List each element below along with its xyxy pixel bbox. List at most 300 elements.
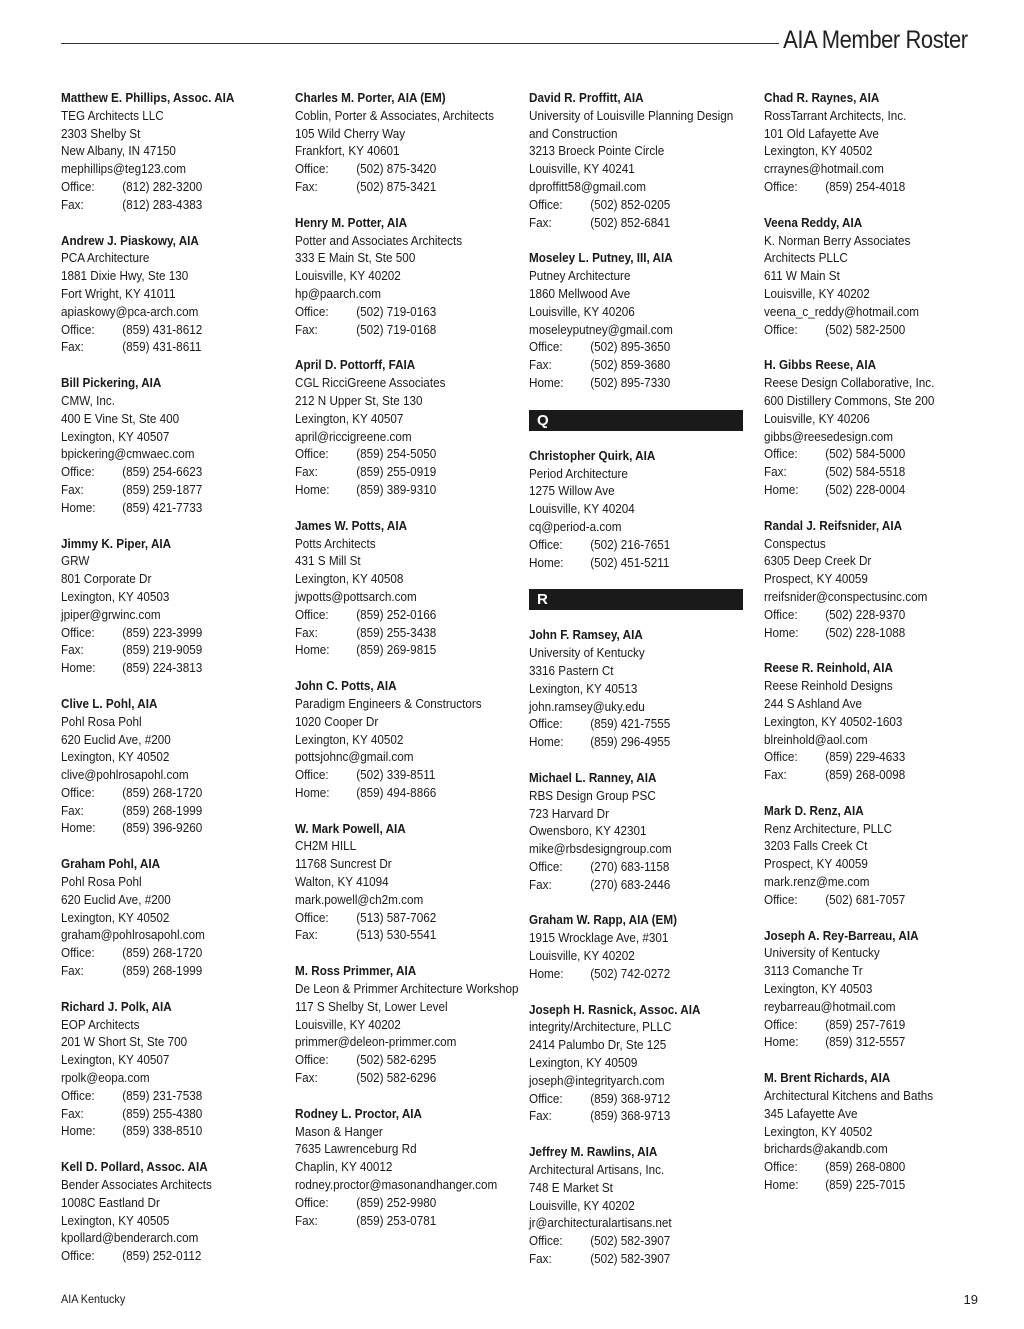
member-detail-line: De Leon & Primmer Architecture Workshop xyxy=(295,981,519,997)
phone-number: (859) 254-4018 xyxy=(825,178,906,194)
member-detail-line: Renz Architecture, PLLC xyxy=(764,820,893,836)
member-detail-line: 3316 Pastern Ct xyxy=(529,662,614,678)
member-detail-line: Louisville, KY 40204 xyxy=(529,501,635,517)
member-detail-line: 2303 Shelby St xyxy=(61,125,141,141)
member-entry xyxy=(529,911,751,982)
phone-number: (859) 252-9980 xyxy=(356,1194,437,1210)
member-phone-row xyxy=(61,463,282,481)
member-detail-line: Lexington, KY 40502 xyxy=(295,731,404,747)
member-detail-line: and Construction xyxy=(529,125,618,141)
member-detail-line: University of Louisville Planning Design xyxy=(529,107,734,123)
member-entry xyxy=(764,927,986,1052)
phone-label: Office: xyxy=(61,784,95,800)
phone-label: Fax: xyxy=(295,624,318,640)
phone-label: Office: xyxy=(61,321,95,337)
member-detail-line: 105 Wild Cherry Way xyxy=(295,125,406,141)
member-name: David R. Proffitt, AIA xyxy=(529,90,644,105)
member-detail-line: Reese Reinhold Designs xyxy=(764,678,893,694)
member-email: rpolk@eopa.com xyxy=(61,1070,150,1086)
member-name: M. Ross Primmer, AIA xyxy=(295,963,417,979)
phone-label: Fax: xyxy=(61,1105,84,1121)
phone-number: (859) 231-7538 xyxy=(122,1087,203,1103)
member-detail-line: 1860 Mellwood Ave xyxy=(529,285,631,301)
page-number: 19 xyxy=(963,1292,978,1307)
member-phone-row xyxy=(61,1122,282,1140)
member-entry xyxy=(764,1069,986,1194)
member-name: Matthew E. Phillips, Assoc. AIA xyxy=(61,90,235,105)
member-detail-line: 1275 Willow Ave xyxy=(529,483,615,499)
member-detail-line: RBS Design Group PSC xyxy=(529,787,656,803)
roster-column-1 xyxy=(61,89,283,1283)
member-name: John C. Potts, AIA xyxy=(295,678,397,694)
member-phone-row xyxy=(529,858,750,876)
phone-label: Office: xyxy=(61,945,95,961)
phone-number: (859) 253-0781 xyxy=(356,1212,437,1228)
phone-number: (859) 421-7555 xyxy=(590,716,671,732)
phone-number: (502) 875-3420 xyxy=(356,161,437,177)
member-detail-line: Prospect, KY 40059 xyxy=(764,571,868,587)
phone-label: Office: xyxy=(764,891,798,907)
phone-number: (502) 719-0163 xyxy=(356,303,437,319)
member-name: Rodney L. Proctor, AIA xyxy=(295,1105,422,1121)
member-detail-line: 400 E Vine St, Ste 400 xyxy=(61,410,180,426)
member-phone-row xyxy=(529,356,750,374)
member-name: Randal J. Reifsnider, AIA xyxy=(764,517,903,533)
member-phone-row xyxy=(764,1033,985,1051)
member-phone-row xyxy=(295,303,516,321)
phone-label: Home: xyxy=(764,624,799,640)
member-name: Richard J. Polk, AIA xyxy=(61,998,172,1014)
member-detail-line: Paradigm Engineers & Constructors xyxy=(295,695,482,711)
member-email: hp@paarch.com xyxy=(295,285,382,301)
phone-label: Office: xyxy=(295,909,329,925)
member-entry xyxy=(529,447,751,572)
phone-number: (502) 216-7651 xyxy=(590,536,671,552)
member-detail-line: Lexington, KY 40502 xyxy=(764,143,873,159)
member-name: Christopher Quirk, AIA xyxy=(529,447,656,463)
member-detail-line: CH2M HILL xyxy=(295,838,357,854)
member-detail-line: Putney Architecture xyxy=(529,268,631,284)
phone-label: Office: xyxy=(764,1159,798,1175)
phone-number: (859) 255-0919 xyxy=(356,464,437,480)
member-detail-line: Walton, KY 41094 xyxy=(295,874,389,890)
member-detail-line: Architectural Artisans, Inc. xyxy=(529,1162,665,1178)
phone-number: (859) 312-5557 xyxy=(825,1034,906,1050)
member-name: James W. Potts, AIA xyxy=(295,517,408,533)
member-email: cq@period-a.com xyxy=(529,518,622,534)
member-entry xyxy=(61,998,283,1140)
member-detail-line: 6305 Deep Creek Dr xyxy=(764,553,872,569)
member-entry xyxy=(61,1158,283,1265)
member-detail-line: 1008C Eastland Dr xyxy=(61,1194,160,1210)
member-detail-line: Lexington, KY 40502 xyxy=(61,909,170,925)
phone-label: Fax: xyxy=(529,214,552,230)
member-detail-line: Louisville, KY 40202 xyxy=(295,1016,401,1032)
member-name: John F. Ramsey, AIA xyxy=(529,627,643,643)
member-entry xyxy=(529,769,751,894)
member-phone-row xyxy=(529,733,750,751)
member-name: Graham Pohl, AIA xyxy=(61,856,161,872)
phone-number: (859) 421-7733 xyxy=(122,499,203,515)
member-phone-row xyxy=(295,624,516,642)
footer-publication: AIA Kentucky xyxy=(61,1292,126,1306)
member-phone-row xyxy=(61,1087,282,1105)
phone-label: Fax: xyxy=(61,481,84,497)
member-phone-row xyxy=(61,338,282,356)
member-email: mark.renz@me.com xyxy=(764,874,870,890)
phone-label: Home: xyxy=(295,784,330,800)
member-phone-row xyxy=(764,445,985,463)
phone-number: (859) 255-4380 xyxy=(122,1105,203,1121)
member-phone-row xyxy=(529,554,750,572)
roster-column-2 xyxy=(295,89,517,1247)
member-name: Reese R. Reinhold, AIA xyxy=(764,660,893,676)
phone-number: (502) 582-3907 xyxy=(590,1233,671,1249)
phone-label: Office: xyxy=(61,1248,95,1264)
phone-label: Fax: xyxy=(61,196,84,212)
member-entry xyxy=(295,1105,517,1230)
member-phone-row xyxy=(529,1232,750,1250)
phone-number: (502) 582-3907 xyxy=(590,1251,671,1267)
phone-number: (859) 268-1720 xyxy=(122,784,203,800)
phone-label: Office: xyxy=(61,464,95,480)
member-email: clive@pohlrosapohl.com xyxy=(61,767,189,783)
member-detail-line: Potter and Associates Architects xyxy=(295,232,463,248)
member-phone-row xyxy=(295,463,516,481)
member-detail-line: Chaplin, KY 40012 xyxy=(295,1159,393,1175)
phone-label: Office: xyxy=(529,339,563,355)
member-detail-line: Lexington, KY 40503 xyxy=(61,588,170,604)
member-entry xyxy=(764,802,986,909)
member-entry xyxy=(529,626,751,751)
member-phone-row xyxy=(764,321,985,339)
member-phone-row xyxy=(295,909,516,927)
phone-number: (513) 530-5541 xyxy=(356,927,437,943)
member-name: Kell D. Pollard, Assoc. AIA xyxy=(61,1159,208,1175)
member-detail-line: New Albany, IN 47150 xyxy=(61,143,176,159)
member-detail-line: 7635 Lawrenceburg Rd xyxy=(295,1141,417,1157)
member-phone-row xyxy=(529,715,750,733)
phone-number: (859) 254-5050 xyxy=(356,446,437,462)
phone-number: (502) 852-6841 xyxy=(590,214,671,230)
member-phone-row xyxy=(61,321,282,339)
phone-label: Fax: xyxy=(61,642,84,658)
phone-number: (859) 268-0098 xyxy=(825,767,906,783)
member-entry xyxy=(61,89,283,214)
phone-number: (502) 582-2500 xyxy=(825,321,906,337)
member-detail-line: 748 E Market St xyxy=(529,1179,613,1195)
member-detail-line: Bender Associates Architects xyxy=(61,1177,212,1193)
member-name: Andrew J. Piaskowy, AIA xyxy=(61,232,199,248)
phone-number: (502) 584-5518 xyxy=(825,464,906,480)
phone-label: Home: xyxy=(61,499,96,515)
member-detail-line: 3113 Comanche Tr xyxy=(764,963,863,979)
member-phone-row xyxy=(295,1194,516,1212)
phone-label: Fax: xyxy=(295,464,318,480)
member-detail-line: 3203 Falls Creek Ct xyxy=(764,838,868,854)
phone-label: Home: xyxy=(61,1123,96,1139)
member-entry xyxy=(529,249,751,391)
member-phone-row xyxy=(61,499,282,517)
phone-label: Home: xyxy=(764,481,799,497)
member-entry xyxy=(61,232,283,357)
member-detail-line: CMW, Inc. xyxy=(61,392,115,408)
phone-label: Office: xyxy=(529,1090,563,1106)
member-phone-row xyxy=(295,1212,516,1230)
phone-number: (502) 228-9370 xyxy=(825,606,906,622)
member-phone-row xyxy=(295,1051,516,1069)
member-phone-row xyxy=(61,624,282,642)
member-detail-line: 117 S Shelby St, Lower Level xyxy=(295,998,448,1014)
phone-label: Office: xyxy=(764,321,798,337)
member-email: reybarreau@hotmail.com xyxy=(764,998,896,1014)
member-detail-line: Period Architecture xyxy=(529,465,628,481)
member-name: Mark D. Renz, AIA xyxy=(764,802,864,818)
member-entry xyxy=(764,214,986,339)
phone-label: Fax: xyxy=(61,339,84,355)
member-phone-row xyxy=(764,1016,985,1034)
member-phone-row xyxy=(295,178,516,196)
phone-number: (859) 431-8611 xyxy=(122,339,202,355)
member-detail-line: 801 Corporate Dr xyxy=(61,571,152,587)
page-title: AIA Member Roster xyxy=(783,26,968,54)
phone-number: (270) 683-2446 xyxy=(590,876,671,892)
phone-number: (502) 228-0004 xyxy=(825,481,906,497)
member-entry xyxy=(764,659,986,784)
member-entry xyxy=(61,855,283,980)
member-detail-line: Conspectus xyxy=(764,535,826,551)
member-detail-line: 244 S Ashland Ave xyxy=(764,695,863,711)
phone-number: (859) 252-0112 xyxy=(122,1248,202,1264)
member-phone-row xyxy=(295,641,516,659)
phone-number: (502) 742-0272 xyxy=(590,965,671,981)
phone-number: (859) 257-7619 xyxy=(825,1016,906,1032)
member-entry xyxy=(764,89,986,196)
member-detail-line: integrity/Architecture, PLLC xyxy=(529,1019,672,1035)
phone-label: Office: xyxy=(295,1052,329,1068)
member-email: rodney.proctor@masonandhanger.com xyxy=(295,1177,498,1193)
member-phone-row xyxy=(61,944,282,962)
phone-label: Office: xyxy=(61,1087,95,1103)
member-detail-line: Lexington, KY 40503 xyxy=(764,981,873,997)
member-email: jwpotts@pottsarch.com xyxy=(295,588,417,604)
roster-column-4 xyxy=(764,89,986,1212)
member-name: Moseley L. Putney, III, AIA xyxy=(529,250,673,266)
member-phone-row xyxy=(61,178,282,196)
phone-number: (859) 224-3813 xyxy=(122,660,203,676)
phone-label: Home: xyxy=(61,660,96,676)
member-phone-row xyxy=(529,1090,750,1108)
member-name: Chad R. Raynes, AIA xyxy=(764,90,880,105)
phone-number: (502) 339-8511 xyxy=(356,767,436,783)
member-detail-line: 212 N Upper St, Ste 130 xyxy=(295,392,423,408)
roster-column-3 xyxy=(529,89,751,1286)
member-email: primmer@deleon-primmer.com xyxy=(295,1034,457,1050)
phone-label: Fax: xyxy=(764,767,787,783)
phone-number: (502) 875-3421 xyxy=(356,178,437,194)
member-detail-line: Lexington, KY 40502 xyxy=(61,749,170,765)
phone-label: Office: xyxy=(295,767,329,783)
member-name: Jeffrey M. Rawlins, AIA xyxy=(529,1144,658,1160)
phone-number: (502) 852-0205 xyxy=(590,196,671,212)
phone-label: Office: xyxy=(764,1016,798,1032)
phone-number: (812) 283-4383 xyxy=(122,196,203,212)
member-phone-row xyxy=(529,536,750,554)
phone-label: Office: xyxy=(61,178,95,194)
phone-number: (859) 368-9713 xyxy=(590,1108,671,1124)
phone-number: (502) 582-6296 xyxy=(356,1070,437,1086)
member-phone-row xyxy=(529,214,750,232)
member-detail-line: Lexington, KY 40513 xyxy=(529,680,638,696)
member-phone-row xyxy=(295,606,516,624)
member-detail-line: TEG Architects LLC xyxy=(61,107,164,123)
member-phone-row xyxy=(764,481,985,499)
member-phone-row xyxy=(295,1069,516,1087)
phone-label: Fax: xyxy=(529,876,552,892)
phone-label: Home: xyxy=(764,1034,799,1050)
member-email: graham@pohlrosapohl.com xyxy=(61,927,205,943)
member-detail-line: 333 E Main St, Ste 500 xyxy=(295,250,416,266)
phone-number: (859) 219-9059 xyxy=(122,642,203,658)
phone-label: Home: xyxy=(529,734,564,750)
member-detail-line: Architects PLLC xyxy=(764,250,848,266)
phone-label: Office: xyxy=(764,446,798,462)
phone-label: Home: xyxy=(764,1177,799,1193)
member-detail-line: 431 S Mill St xyxy=(295,553,361,569)
phone-number: (859) 338-8510 xyxy=(122,1123,203,1139)
member-detail-line: Prospect, KY 40059 xyxy=(764,856,868,872)
member-email: joseph@integrityarch.com xyxy=(529,1072,665,1088)
phone-label: Fax: xyxy=(529,357,552,373)
phone-label: Office: xyxy=(295,1194,329,1210)
member-phone-row xyxy=(61,1105,282,1123)
member-phone-row xyxy=(764,606,985,624)
member-name: Henry M. Potter, AIA xyxy=(295,214,408,230)
phone-number: (859) 268-1999 xyxy=(122,802,203,818)
phone-label: Home: xyxy=(529,374,564,390)
member-detail-line: GRW xyxy=(61,553,90,569)
member-detail-line: 345 Lafayette Ave xyxy=(764,1105,858,1121)
phone-label: Fax: xyxy=(295,927,318,943)
phone-number: (859) 268-0800 xyxy=(825,1159,906,1175)
member-detail-line: Architectural Kitchens and Baths xyxy=(764,1088,934,1104)
member-email: pottsjohnc@gmail.com xyxy=(295,749,414,765)
member-phone-row xyxy=(61,1247,282,1265)
member-phone-row xyxy=(61,641,282,659)
member-detail-line: RossTarrant Architects, Inc. xyxy=(764,107,907,123)
member-phone-row xyxy=(295,766,516,784)
phone-label: Office: xyxy=(764,178,798,194)
phone-label: Office: xyxy=(295,446,329,462)
member-detail-line: 1020 Cooper Dr xyxy=(295,713,379,729)
phone-label: Home: xyxy=(295,481,330,497)
phone-label: Fax: xyxy=(295,178,318,194)
phone-label: Office: xyxy=(529,196,563,212)
phone-label: Home: xyxy=(529,554,564,570)
member-detail-line: Louisville, KY 40202 xyxy=(529,1197,635,1213)
member-detail-line: Pohl Rosa Pohl xyxy=(61,874,142,890)
member-detail-line: 11768 Suncrest Dr xyxy=(295,856,392,872)
member-phone-row xyxy=(295,321,516,339)
phone-label: Office: xyxy=(295,161,329,177)
member-detail-line: 201 W Short St, Ste 700 xyxy=(61,1034,188,1050)
member-entry xyxy=(529,1143,751,1268)
member-entry xyxy=(295,356,517,498)
member-entry xyxy=(529,1001,751,1126)
phone-number: (859) 396-9260 xyxy=(122,820,203,836)
header-rule xyxy=(61,43,779,44)
member-phone-row xyxy=(61,819,282,837)
phone-number: (859) 259-1877 xyxy=(122,481,203,497)
phone-label: Fax: xyxy=(529,1108,552,1124)
phone-number: (502) 584-5000 xyxy=(825,446,906,462)
member-name: M. Brent Richards, AIA xyxy=(764,1070,891,1086)
member-name: Veena Reddy, AIA xyxy=(764,214,863,230)
member-detail-line: Lexington, KY 40502 xyxy=(764,1123,873,1139)
phone-label: Fax: xyxy=(295,1070,318,1086)
member-detail-line: Coblin, Porter & Associates, Architects xyxy=(295,107,494,123)
phone-number: (502) 895-3650 xyxy=(590,339,671,355)
member-phone-row xyxy=(764,463,985,481)
member-detail-line: 600 Distillery Commons, Ste 200 xyxy=(764,392,935,408)
member-detail-line: Lexington, KY 40507 xyxy=(295,410,404,426)
member-detail-line: Owensboro, KY 42301 xyxy=(529,823,647,839)
member-detail-line: Lexington, KY 40507 xyxy=(61,428,170,444)
member-detail-line: Pohl Rosa Pohl xyxy=(61,713,142,729)
member-detail-line: University of Kentucky xyxy=(529,645,645,661)
member-phone-row xyxy=(61,659,282,677)
member-detail-line: EOP Architects xyxy=(61,1016,140,1032)
member-entry xyxy=(295,820,517,945)
member-phone-row xyxy=(529,1250,750,1268)
member-entry xyxy=(295,89,517,196)
phone-number: (859) 223-3999 xyxy=(122,624,203,640)
phone-label: Fax: xyxy=(61,963,84,979)
member-detail-line: 611 W Main St xyxy=(764,268,840,284)
member-email: apiaskowy@pca-arch.com xyxy=(61,303,199,319)
phone-label: Office: xyxy=(529,1233,563,1249)
member-phone-row xyxy=(764,1158,985,1176)
phone-number: (270) 683-1158 xyxy=(590,858,670,874)
member-entry xyxy=(295,962,517,1087)
phone-number: (502) 859-3680 xyxy=(590,357,671,373)
phone-label: Office: xyxy=(295,606,329,622)
member-phone-row xyxy=(529,196,750,214)
phone-number: (502) 582-6295 xyxy=(356,1052,437,1068)
member-detail-line: Louisville, KY 40206 xyxy=(764,410,870,426)
member-name: Graham W. Rapp, AIA (EM) xyxy=(529,912,677,928)
member-detail-line: 620 Euclid Ave, #200 xyxy=(61,731,171,747)
member-name: H. Gibbs Reese, AIA xyxy=(764,357,877,373)
member-name: Bill Pickering, AIA xyxy=(61,375,162,391)
phone-number: (502) 228-1088 xyxy=(825,624,906,640)
phone-number: (859) 268-1720 xyxy=(122,945,203,961)
member-email: crraynes@hotmail.com xyxy=(764,161,884,177)
member-phone-row xyxy=(295,445,516,463)
member-email: rreifsnider@conspectusinc.com xyxy=(764,588,928,604)
member-detail-line: K. Norman Berry Associates xyxy=(764,232,911,248)
phone-label: Home: xyxy=(529,965,564,981)
member-detail-line: CGL RicciGreene Associates xyxy=(295,375,446,391)
member-email: blreinhold@aol.com xyxy=(764,731,868,747)
member-detail-line: Lexington, KY 40508 xyxy=(295,571,404,587)
member-name: Michael L. Ranney, AIA xyxy=(529,769,657,785)
member-email: bpickering@cmwaec.com xyxy=(61,446,195,462)
member-name: Joseph H. Rasnick, Assoc. AIA xyxy=(529,1001,701,1017)
member-phone-row xyxy=(295,784,516,802)
member-name: W. Mark Powell, AIA xyxy=(295,820,406,836)
phone-label: Home: xyxy=(295,642,330,658)
